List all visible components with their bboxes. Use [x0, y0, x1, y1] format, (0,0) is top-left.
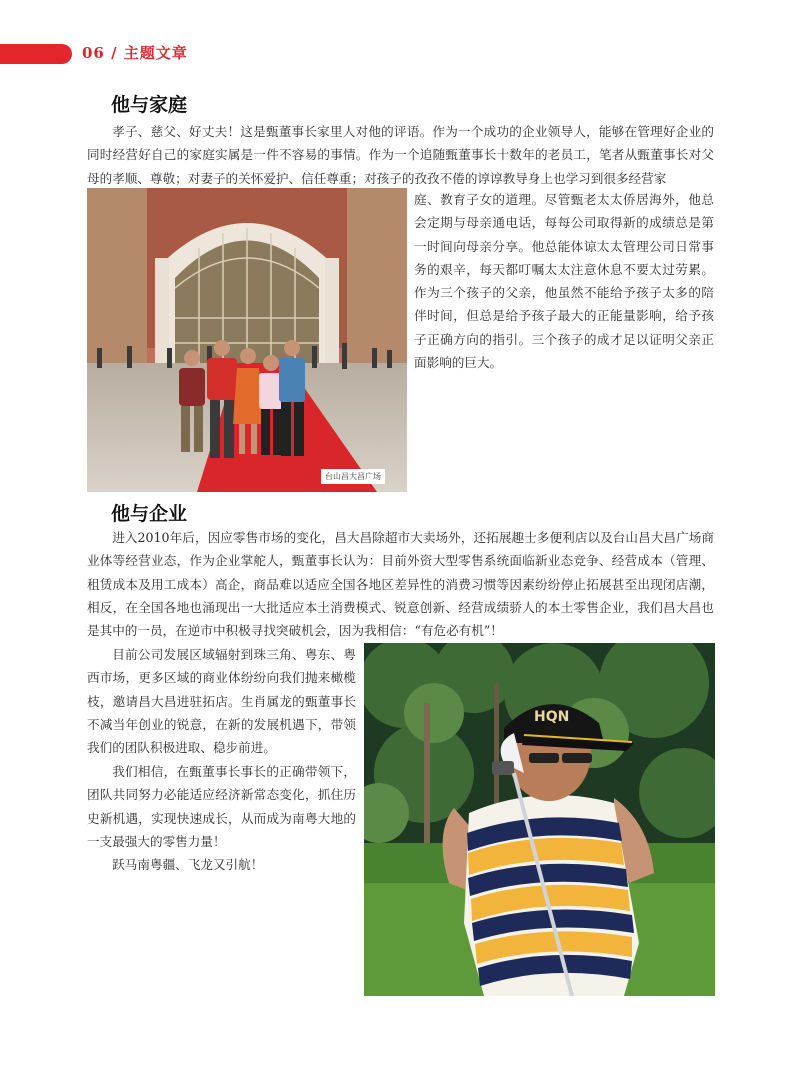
golf-photo	[364, 643, 715, 996]
family-photo-icon	[87, 188, 407, 492]
business-paragraph-4: 跃马南粤疆、飞龙又引航！	[112, 857, 264, 872]
golf-photo-icon	[364, 643, 715, 996]
business-paragraph-1: 进入2010年后，因应零售市场的变化，昌大昌除超市大卖场外，还拓展趣士多便利店以及台山昌大昌广场商业体等经营业态，作为企业掌舵人，甄董事长认为：目前外资大型零售系统面临新业态竞争、经营成本（管理、租赁成本及用工成本）高企，商品难以适应全国各地区差异性的消费习惯等因素纷纷停止拓展甚至出现闭店潮，相反，在全国各地也涌现出一大批适应本土消费模式、锐意创新、经营成绩骄人的本土零售企业，我们昌大昌也是其中的一员，在逆市中积极寻找突破机会，因为我相信：“有危必有机”！	[87, 530, 714, 639]
family-photo	[87, 188, 407, 492]
business-paragraph-2: 目前公司发展区域辐射到珠三角、粤东、粤西市场，更多区域的商业体纷纷向我们抛来橄榄枝，邀请昌大昌进驻拓店。生肖属龙的甄董事长不减当年创业的锐意，在新的发展机遇下，带领我们的团队积极进取、稳步前进。	[87, 647, 356, 756]
family-paragraph-top: 孝子、慈父、好丈夫！这是甄董事长家里人对他的评语。作为一个成功的企业领导人，能够在管理好企业的同时经营好自己的家庭实属是一件不容易的事情。作为一个追随甄董事长十数年的老员工，笔者从甄董事长对父母的孝顺、尊敬；对妻子的关怀爱护、信任尊重；对孩子的孜孜不倦的谆谆教导身上也学习到很多经营家	[87, 124, 714, 186]
section-title-business: 他与企业	[111, 503, 188, 525]
section-title-family: 他与家庭	[111, 94, 188, 116]
photo-caption: 台山昌大昌广场	[321, 469, 385, 484]
business-paragraph-3: 我们相信，在甄董事长事长的正确带领下，团队共同努力必能适应经济新常态变化，抓住历史新机遇，实现快速成长，从而成为南粤大地的一支最强大的零售力量！	[87, 764, 356, 849]
cap-logo: HQN	[534, 709, 570, 725]
header-accent-bar	[0, 44, 72, 64]
page-header: 06 / 主题文章	[82, 44, 188, 62]
family-paragraph-side: 庭、教育子女的道理。尽管甄老太太侨居海外，他总会定期与母亲通电话，每每公司取得新的成绩总是第一时间向母亲分享。他总能体谅太太管理公司日常事务的艰辛，每天都叮嘱太太注意休息不要太过劳累。作为三个孩子的父亲，他虽然不能给予孩子太多的陪伴时间，但总是给予孩子最大的正能量影响，给予孩子正确方向的指引。三个孩子的成才足以证明父亲正面影响的巨大。	[414, 192, 714, 371]
